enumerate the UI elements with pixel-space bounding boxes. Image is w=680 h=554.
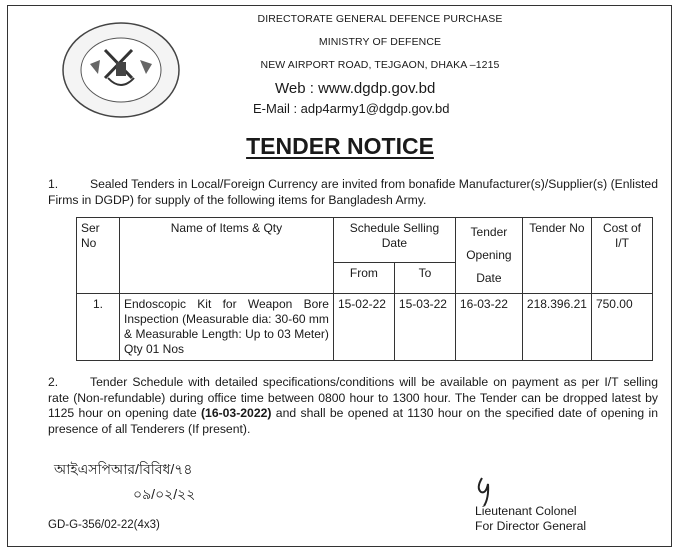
header-opening: Tender Opening Date — [455, 218, 522, 294]
header-cost: Cost of I/T — [591, 218, 652, 294]
header-schedule: Schedule Selling Date — [333, 218, 455, 263]
email: E-Mail : adp4army1@dgdp.gov.bd — [253, 101, 450, 116]
org-address: NEW AIRPORT ROAD, TEJGAON, DHAKA –1215 — [260, 59, 500, 71]
row-from: 15-02-22 — [333, 294, 394, 361]
signatory-block — [475, 504, 586, 534]
header-items: Name of Items & Qty — [119, 218, 333, 294]
dgdp-seal-logo — [60, 20, 182, 120]
paragraph-1-text: Sealed Tenders in Local/Foreign Currency are invited from bonafide Manufacturer(s)/Supplier(s) (Enlisted Firms in DGDP) for supply of the following items for Bangladesh Army. — [48, 177, 658, 207]
signatory-rank: Lieutenant Colonel — [475, 504, 577, 518]
header-tender-no: Tender No — [522, 218, 591, 294]
memo-date: ০৯/০২/২২ — [133, 486, 196, 502]
org-name: DIRECTORATE GENERAL DEFENCE PURCHASE — [257, 13, 503, 25]
opening-date-bold: (16-03-2022) — [200, 406, 272, 420]
memo-number: আইএসপিআর/বিবিধ/৭৪ — [54, 461, 193, 477]
reference-code: GD-G-356/02-22(4x3) — [48, 519, 160, 531]
page-title: TENDER NOTICE — [246, 133, 434, 159]
paragraph-2 — [48, 375, 658, 437]
signatory-for: For Director General — [475, 519, 587, 533]
header-to: To — [394, 262, 455, 293]
paragraph-1 — [48, 177, 658, 208]
paragraph-2-number: 2. — [48, 375, 59, 389]
row-cost: 750.00 — [591, 294, 652, 361]
row-item: Endoscopic Kit for Weapon Bore Inspection (Measurable dia: 30-60 mm & Measurable Length: Up to 03 Meter) Qty 01 Nos — [119, 294, 333, 361]
website: Web : www.dgdp.gov.bd — [275, 80, 436, 97]
paragraph-2-text-b: and shall be opened at 1130 hour on the specified date of opening in presence of all Tenderers (If present). — [48, 406, 659, 436]
row-ser: 1. — [77, 294, 120, 361]
row-opening: 16-03-22 — [455, 294, 522, 361]
header-ser: Ser No — [77, 218, 120, 294]
header-from: From — [333, 262, 394, 293]
table-header-row — [77, 218, 653, 263]
row-to: 15-03-22 — [394, 294, 455, 361]
ministry-name: MINISTRY OF DEFENCE — [318, 36, 442, 48]
tender-table — [76, 217, 653, 361]
paragraph-2-text-a: Tender Schedule with detailed specifications/conditions will be available on payment as per I/T selling rate (Non-refundable) during office time between 0800 hour to 1300 hour. The Tender can be dropped latest by 1125 hour on opening date — [48, 375, 658, 420]
row-tender-no: 218.396.21 — [522, 294, 591, 361]
table-row — [77, 294, 653, 361]
paragraph-1-number: 1. — [48, 177, 59, 191]
